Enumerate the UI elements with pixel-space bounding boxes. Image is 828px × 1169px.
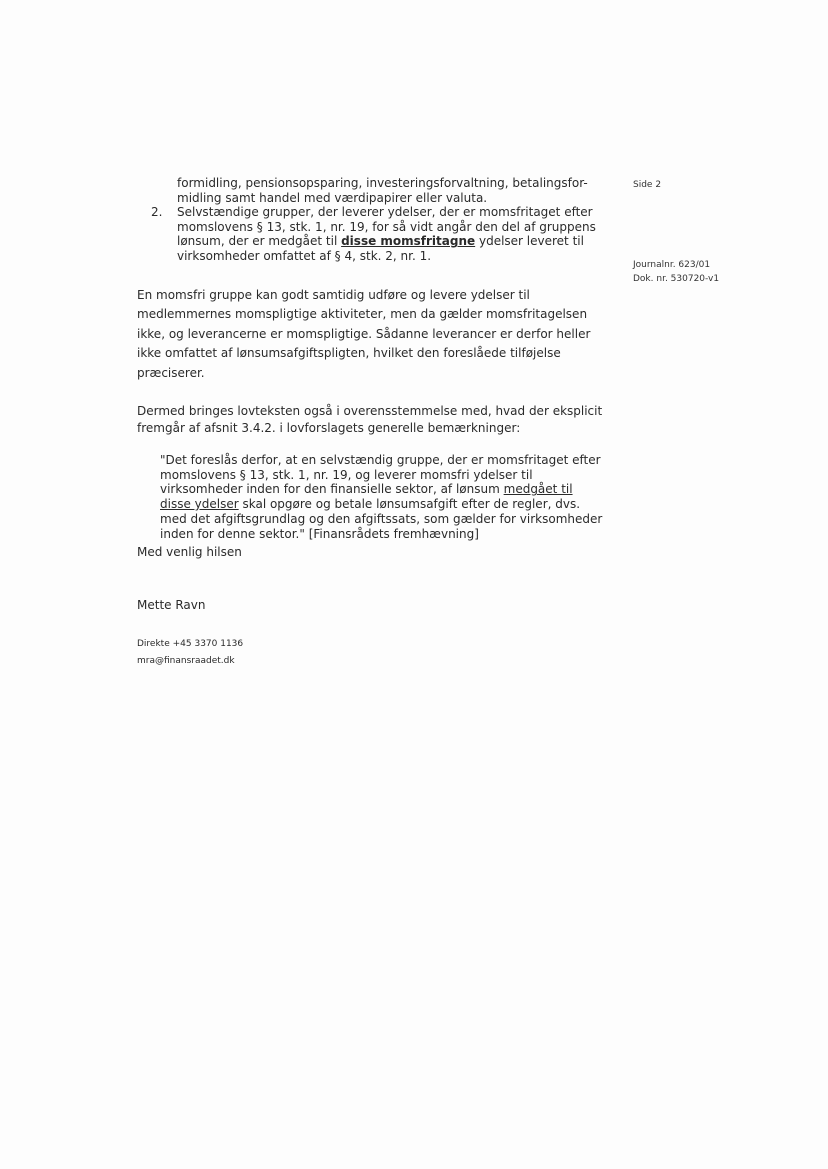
phone-number: Direkte +45 3370 1136 bbox=[137, 639, 244, 649]
email-address: mra@finansraadet.dk bbox=[137, 656, 235, 666]
list-item-continuation bbox=[137, 176, 607, 205]
quote-underlined: medgået til disse ydelser bbox=[160, 482, 573, 512]
sidebar-meta bbox=[633, 178, 813, 286]
paragraph-momsfri-gruppe: En momsfri gruppe kan godt samtidig udføre og levere ydelser til medlemmernes momspligtige aktiviteter, men da gælder momsfritagelsen ikke, og leverancerne er momspligtige. Sådanne leverancer er derfor heller ikke omfattet af lønsumsafgiftspligten, hvilket den foreslåede tilføjelse præciserer. bbox=[137, 287, 591, 380]
list-item-text-a: Selvstændige grupper, der leverer ydelser, der er momsfritaget efter momslovens § 13, stk. 1, nr. 19, for så vidt angår den del af gruppens lønsum, der er medgået til bbox=[177, 205, 596, 249]
list-item-text-b: ydelser leveret til virksomheder omfattet af § 4, stk. 2, nr. 1. bbox=[177, 234, 584, 263]
document-number: Dok. nr. 530720-v1 bbox=[633, 274, 720, 284]
page-number: Side 2 bbox=[633, 180, 662, 190]
list-item-text bbox=[177, 205, 607, 263]
quote-text-a: "Det foreslås derfor, at en selvstændig gruppe, der er momsfritaget efter momslovens § 13, stk. 1, nr. 19, og leverer momsfri ydelser til virksomheder inden for den finansielle sektor, af lønsum bbox=[160, 453, 601, 497]
signer-name: Mette Ravn bbox=[137, 598, 206, 612]
list-item-number: 2. bbox=[151, 205, 163, 220]
quoted-passage bbox=[160, 453, 607, 541]
list-item-2 bbox=[151, 205, 607, 263]
paragraph-lovtekst: Dermed bringes lovteksten også i overensstemmelse med, hvad der eksplicit fremgår af afsnit 3.4.2. i lovforslagets generelle bemærkninger: bbox=[137, 404, 603, 436]
list-continuation-line-2: midling samt handel med værdipapirer eller valuta. bbox=[177, 190, 488, 205]
emphasized-phrase: disse momsfritagne bbox=[341, 234, 476, 249]
journal-number: Journalnr. 623/01 bbox=[633, 260, 711, 270]
letter-body bbox=[137, 176, 607, 541]
numbered-list bbox=[137, 176, 607, 264]
closing-salutation: Med venlig hilsen bbox=[137, 545, 242, 559]
contact-info bbox=[137, 636, 243, 670]
quote-text-b: skal opgøre og betale lønsumsafgift efter de regler, dvs. med det afgiftsgrundlag og den afgiftssats, som gælder for virksomheder inden for denne sektor." [Finansrådets fremhævning] bbox=[160, 497, 603, 541]
list-continuation-line-1: formidling, pensionsopsparing, investeringsforvaltning, betalingsfor- bbox=[177, 176, 588, 190]
